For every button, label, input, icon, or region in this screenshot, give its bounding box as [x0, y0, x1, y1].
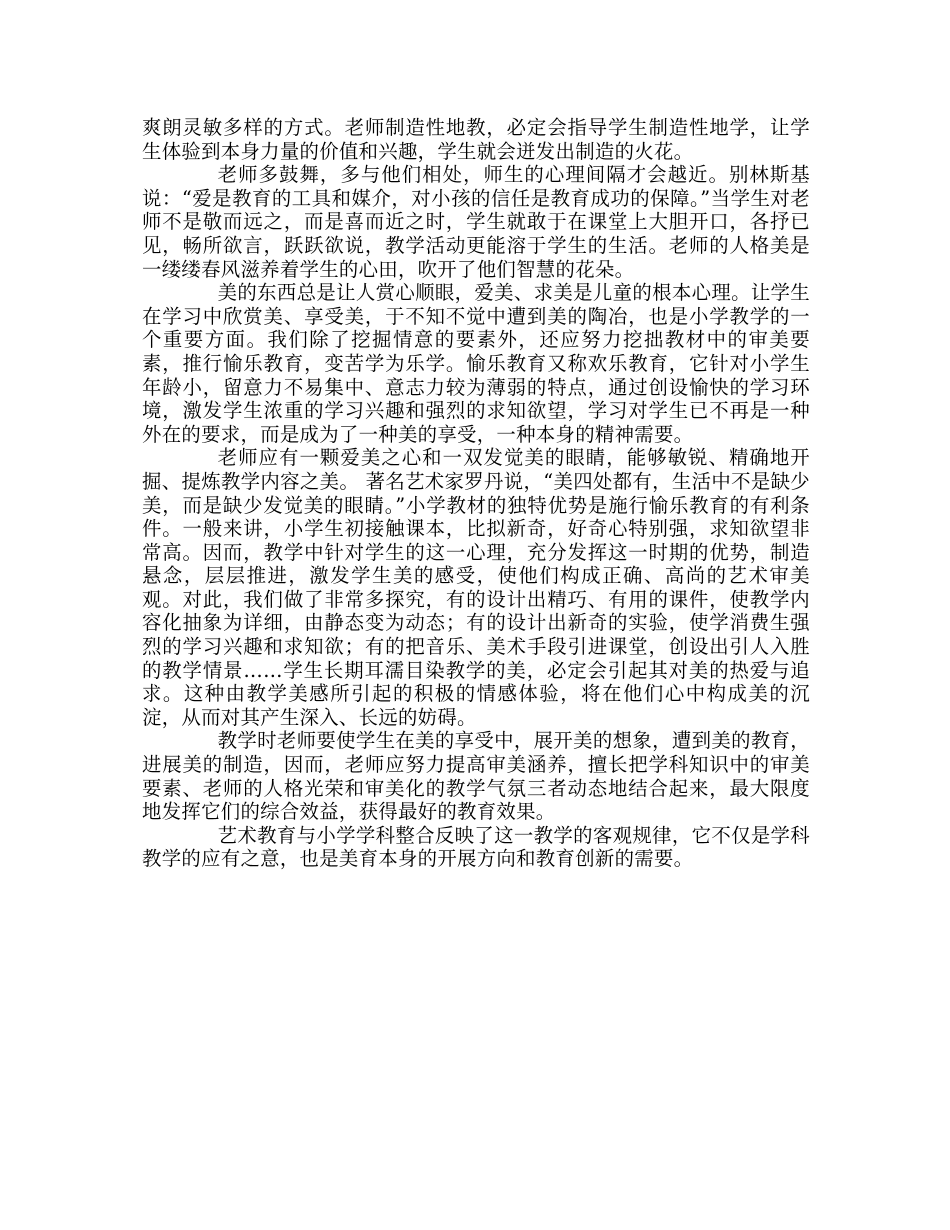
paragraph-4: 老师应有一颗爱美之心和一双发觉美的眼睛，能够敏锐、精确地开掘、提炼教学内容之美。 著名艺术家罗丹说，“美四处都有，生活中不是缺少美，而是缺少发觉美的眼睛。”小学教材的独特优势是施行愉乐教育的有利条件。一般来讲，小学生初接触课本，比拟新奇，好奇心特别强，求知欲望非常高。因而，教学中针对学生的这一心理，充分发挥这一时期的优势，制造悬念，层层推进，激发学生美的感受，使他们构成正确、高尚的艺术审美观。对此，我们做了非常多探究，有的设计出精巧、有用的课件，使教学内容化抽象为详细，由静态变为动态；有的设计出新奇的实验，使学消费生强烈的学习兴趣和求知欲；有的把音乐、美术手段引进课堂，创设出引人入胜的教学情景……学生长期耳濡目染教学的美，必定会引起其对美的热爱与追求。这种由教学美感所引起的积极的情感体验，将在他们心中构成美的沉淀，从而对其产生深入、长远的妨碍。: [142, 446, 810, 729]
paragraph-6: 艺术教育与小学学科整合反映了这一教学的客观规律，它不仅是学科教学的应有之意，也是美育本身的开展方向和教育创新的需要。: [142, 823, 810, 871]
paragraph-3: 美的东西总是让人赏心顺眼，爱美、求美是儿童的根本心理。让学生在学习中欣赏美、享受美，于不知不觉中遭到美的陶冶，也是小学教学的一个重要方面。我们除了挖掘情意的要素外，还应努力挖拙教材中的审美要素，推行愉乐教育，变苦学为乐学。愉乐教育又称欢乐教育，它针对小学生年龄小，留意力不易集中、意志力较为薄弱的特点，通过创设愉快的学习环境，激发学生浓重的学习兴趣和强烈的求知欲望，学习对学生已不再是一种外在的要求，而是成为了一种美的享受，一种本身的精神需要。: [142, 281, 810, 446]
paragraph-2: 老师多鼓舞，多与他们相处，师生的心理间隔才会越近。别林斯基说：“爱是教育的工具和媒介，对小孩的信任是教育成功的保障。”当学生对老师不是敬而远之，而是喜而近之时，学生就敢于在课堂上大胆开口，各抒已见，畅所欲言，跃跃欲说，教学活动更能溶于学生的生活。老师的人格美是一缕缕春风滋养着学生的心田，吹开了他们智慧的花朵。: [142, 163, 810, 281]
paragraph-1: 爽朗灵敏多样的方式。老师制造性地教，必定会指导学生制造性地学，让学生体验到本身力量的价值和兴趣，学生就会迸发出制造的火花。: [142, 116, 810, 163]
document-page: [142, 116, 810, 871]
paragraph-5: 教学时老师要使学生在美的享受中，展开美的想象，遭到美的教育，进展美的制造，因而，老师应努力提高审美涵养，擅长把学科知识中的审美要素、老师的人格光荣和审美化的教学气氛三者动态地结合起来，最大限度地发挥它们的综合效益，获得最好的教育效果。: [142, 729, 810, 824]
